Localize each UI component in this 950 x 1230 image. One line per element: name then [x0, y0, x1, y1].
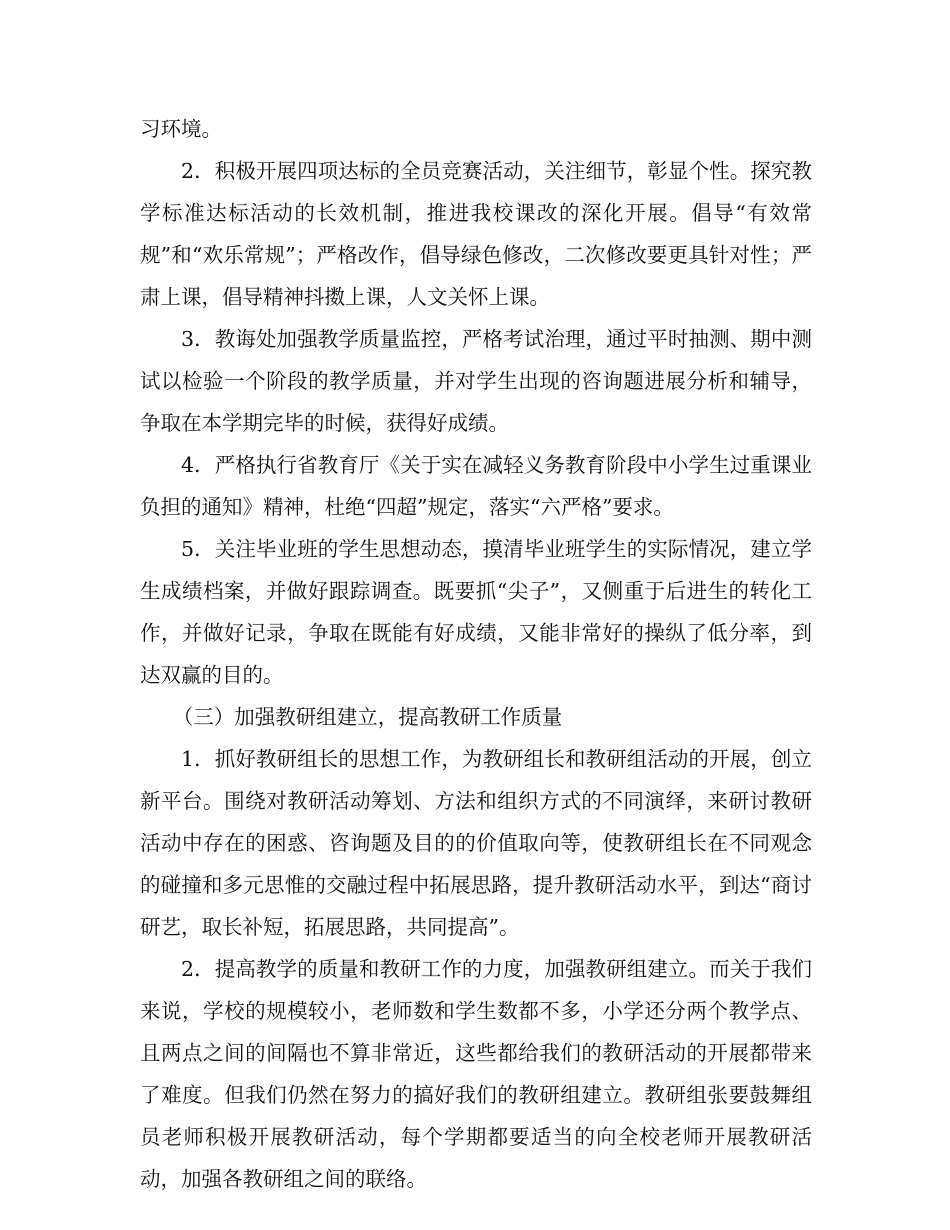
paragraph-item-4-reduce-burden: 4．严格执行省教育厅《关于实在减轻义务教育阶段中小学生过重课业负担的通知》精神，杜绝“四超”规定，落实“六严格”要求。 — [140, 453, 812, 519]
paragraph-item-5-graduating-class: 5．关注毕业班的学生思想动态，摸清毕业班学生的实际情况，建立学生成绩档案，并做好跟踪调查。既要抓“尖子”，又侧重于后进生的转化工作，并做好记录，争取在既能有好成绩，又能非常好的操纵了低分率，到达双赢的目的。 — [140, 537, 812, 687]
paragraph-item-2-research-quality: 2．提高教学的质量和教研工作的力度，加强教研组建立。而关于我们来说，学校的规模较小，老师数和学生数都不多，小学还分两个教学点、且两点之间的间隔也不算非常近，这些都给我们的教研活动的开展都带来了难度。但我们仍然在努力的搞好我们的教研组建立。教研组张要鼓舞组员老师积极开展教研活动，每个学期都要适当的向全校老师开展教研活动，加强各教研组之间的联络。 — [140, 957, 812, 1191]
paragraph-item-2-four-standards: 2．积极开展四项达标的全员竞赛活动，关注细节，彰显个性。探究教学标准达标活动的长效机制，推进我校课改的深化开展。倡导“有效常规”和“欢乐常规”；严格改作，倡导绿色修改，二次修改要更具针对性；严肃上课，倡导精神抖擞上课，人文关怀上课。 — [140, 159, 812, 309]
document-body — [140, 108, 812, 1200]
paragraph-continuation: 习环境。 — [140, 117, 222, 141]
paragraph-item-3-quality-monitoring: 3．教诲处加强教学质量监控，严格考试治理，通过平时抽测、期中测试以检验一个阶段的教学质量，并对学生出现的咨询题进展分析和辅导，争取在本学期完毕的时候，获得好成绩。 — [140, 327, 812, 435]
paragraph-item-1-group-leaders: 1．抓好教研组长的思想工作，为教研组长和教研组活动的开展，创立新平台。围绕对教研活动筹划、方法和组织方式的不同演绎，来研讨教研活动中存在的困惑、咨询题及目的的价值取向等，使教研组长在不同观念的碰撞和多元思惟的交融过程中拓展思路，提升教研活动水平，到达“商讨研艺，取长补短，拓展思路，共同提高”。 — [140, 747, 812, 939]
section-heading-research-groups: （三）加强教研组建立，提高教研工作质量 — [172, 705, 563, 729]
